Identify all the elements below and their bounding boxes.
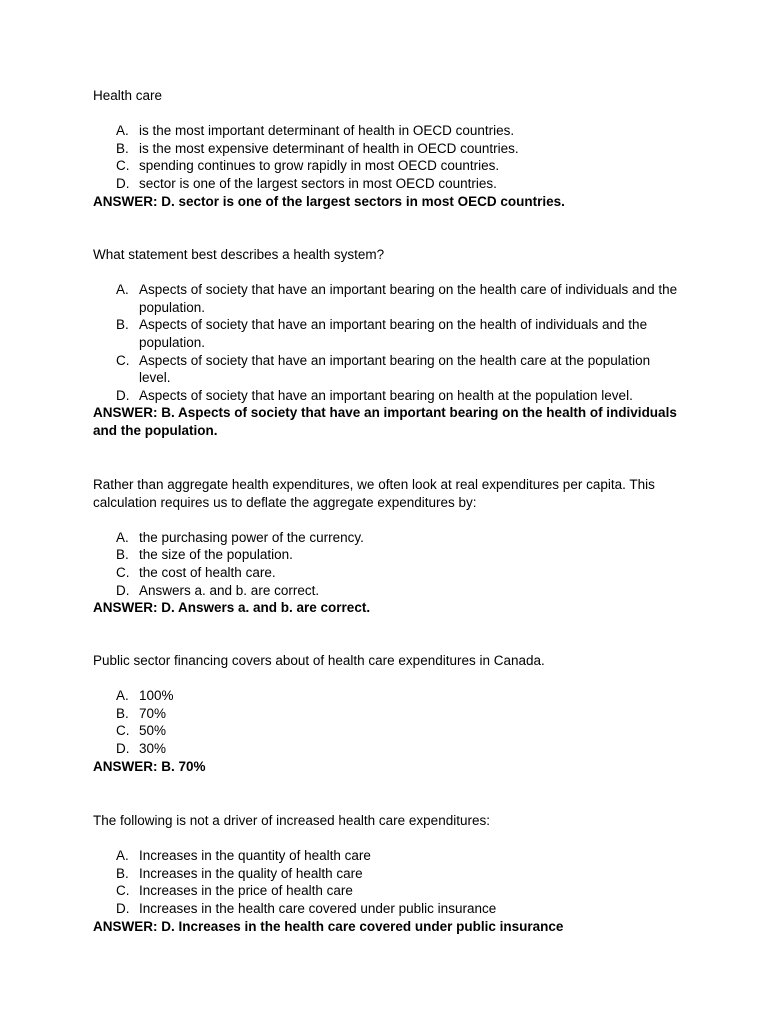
question-text: The following is not a driver of increased health care expenditures: — [93, 813, 490, 828]
question-block — [93, 87, 683, 210]
option-text: Aspects of society that have an important bearing on the health care at the population level. — [139, 352, 651, 386]
answer-text: ANSWER: D. Increases in the health care covered under public insurance — [93, 918, 564, 934]
option-letter: A. — [116, 688, 129, 704]
option-letter: C. — [116, 158, 130, 174]
option-item — [93, 387, 683, 405]
option-letter: D. — [116, 582, 130, 598]
answer-text: ANSWER: D. Answers a. and b. are correct. — [93, 600, 371, 616]
option-letter: D. — [116, 740, 130, 756]
options-list — [93, 122, 683, 192]
option-item — [93, 564, 683, 582]
option-item — [93, 865, 683, 883]
option-letter: A. — [116, 529, 129, 545]
option-letter: C. — [116, 723, 130, 739]
option-text: 50% — [139, 723, 167, 739]
option-item — [93, 705, 683, 723]
option-letter: B. — [116, 140, 129, 156]
options-list — [93, 847, 683, 917]
question-text: What statement best describes a health system? — [93, 247, 385, 262]
option-item — [93, 157, 683, 175]
option-text: sector is one of the largest sectors in most OECD countries. — [139, 175, 497, 191]
option-text: Aspects of society that have an important bearing on health at the population level. — [139, 387, 633, 403]
option-letter: B. — [116, 547, 129, 563]
answer-text: ANSWER: B. Aspects of society that have an important bearing on the health of individuals and the population. — [93, 405, 677, 438]
option-item — [93, 140, 683, 158]
option-letter: C. — [116, 883, 130, 899]
option-item — [93, 582, 683, 600]
option-item — [93, 900, 683, 918]
option-item — [93, 175, 683, 193]
question-block — [93, 812, 683, 935]
option-text: 30% — [139, 740, 167, 756]
option-item — [93, 847, 683, 865]
option-item — [93, 882, 683, 900]
option-item — [93, 352, 683, 387]
options-list — [93, 529, 683, 599]
option-letter: A. — [116, 848, 129, 864]
question-block — [93, 652, 683, 775]
option-item — [93, 316, 683, 351]
option-letter: B. — [116, 705, 129, 721]
option-letter: B. — [116, 317, 129, 333]
option-letter: D. — [116, 175, 130, 191]
option-item — [93, 546, 683, 564]
option-item — [93, 529, 683, 547]
option-letter: C. — [116, 352, 130, 368]
answer-text: ANSWER: B. 70% — [93, 758, 206, 774]
option-letter: C. — [116, 564, 130, 580]
question-block — [93, 476, 683, 617]
option-text: Increases in the quality of health care — [139, 865, 363, 881]
option-text: Increases in the price of health care — [139, 883, 353, 899]
option-text: 70% — [139, 705, 167, 721]
question-text: Public sector financing covers about of health care expenditures in Canada. — [93, 653, 545, 668]
option-text: 100% — [139, 688, 174, 704]
option-text: the purchasing power of the currency. — [139, 529, 364, 545]
option-text: Increases in the health care covered under public insurance — [139, 900, 497, 916]
option-item — [93, 687, 683, 705]
option-text: the cost of health care. — [139, 564, 276, 580]
option-text: the size of the population. — [139, 547, 293, 563]
question-text: Health care — [93, 88, 163, 103]
option-letter: A. — [116, 123, 129, 139]
option-item — [93, 281, 683, 316]
option-letter: D. — [116, 387, 130, 403]
option-letter: D. — [116, 900, 130, 916]
option-text: Answers a. and b. are correct. — [139, 582, 320, 598]
option-text: is the most important determinant of health in OECD countries. — [139, 123, 515, 139]
answer-text: ANSWER: D. sector is one of the largest sectors in most OECD countries. — [93, 193, 565, 209]
option-text: Increases in the quantity of health care — [139, 848, 371, 864]
option-text: Aspects of society that have an important bearing on the health of individuals and the population. — [139, 317, 648, 350]
option-letter: B. — [116, 865, 129, 881]
option-text: is the most expensive determinant of health in OECD countries. — [139, 140, 519, 156]
options-list — [93, 687, 683, 757]
option-text: Aspects of society that have an important bearing on the health care of individuals and the population. — [139, 282, 678, 315]
options-list — [93, 281, 683, 404]
option-text: spending continues to grow rapidly in most OECD countries. — [139, 158, 500, 174]
question-block — [93, 246, 683, 440]
option-letter: A. — [116, 282, 129, 298]
option-item — [93, 722, 683, 740]
option-item — [93, 740, 683, 758]
option-item — [93, 122, 683, 140]
question-text: Rather than aggregate health expenditures, we often look at real expenditures per capita. This calculation requires us to deflate the aggregate expenditures by: — [93, 477, 655, 510]
